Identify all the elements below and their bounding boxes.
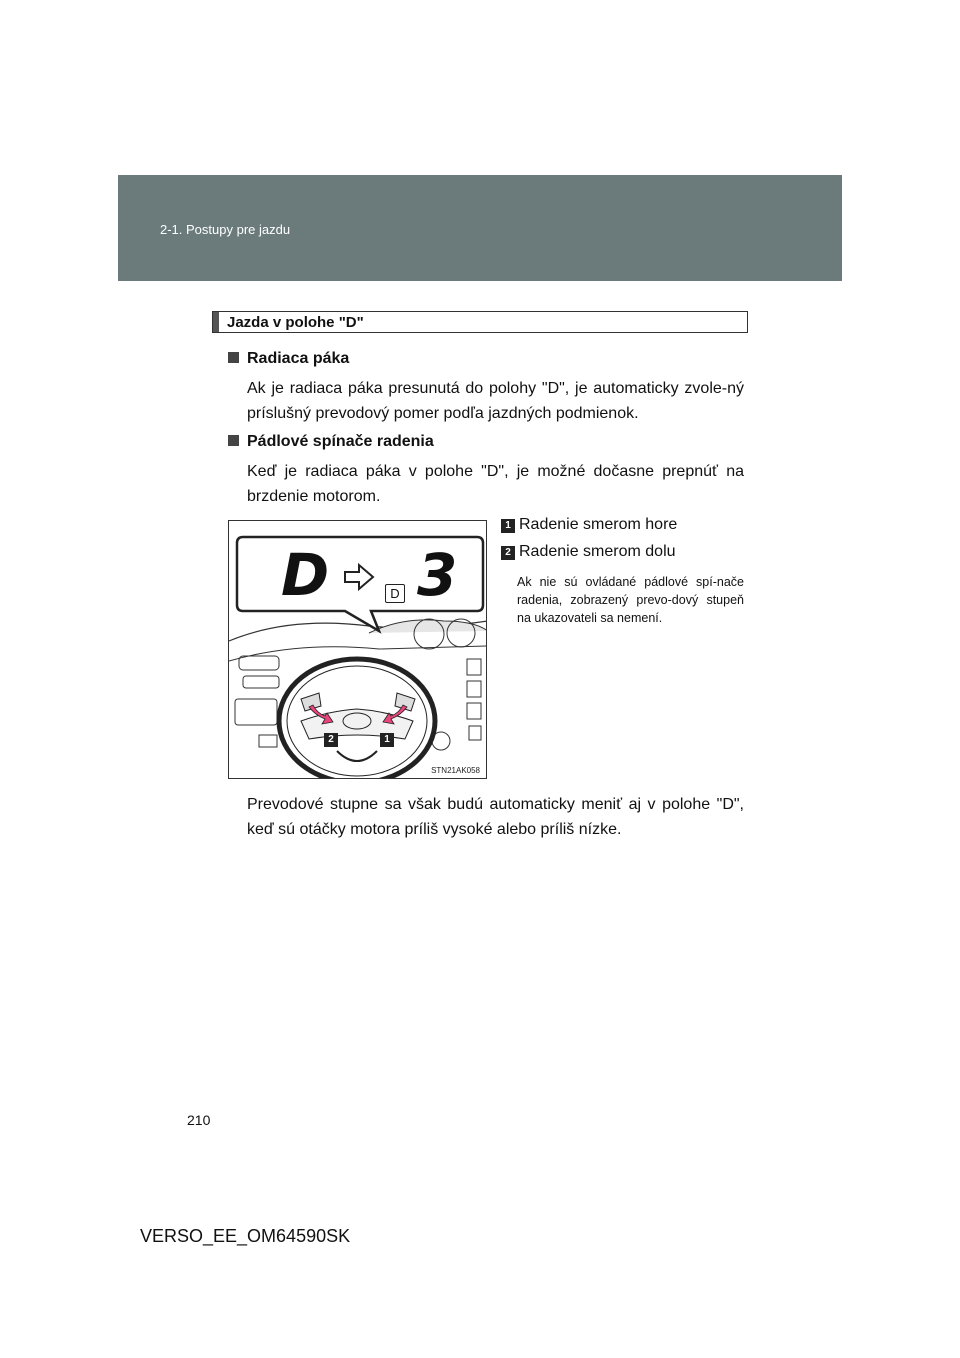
subheading-paddles [228, 433, 434, 451]
section-title-box [212, 311, 748, 333]
breadcrumb: 2-1. Postupy pre jazdu [160, 222, 291, 237]
subheading-paddles-label: Pádlové spínače radenia [247, 433, 434, 450]
callout-1: 1 [380, 733, 394, 747]
section-title-bar [213, 312, 219, 332]
square-bullet-icon [228, 352, 239, 363]
legend-label-1: Radenie smerom hore [519, 516, 678, 533]
display-digit-right: 3 [417, 541, 458, 609]
paragraph-shift-lever: Ak je radiaca páka presunutá do polohy "D", je automaticky zvole-ný príslušný prevodový pomer podľa jazdných podmienok. [247, 380, 744, 422]
note-text: Ak nie sú ovládané pádlové spí-nače radenia, zobrazený prevo-dový stupeň na ukazovateli sa nemení. [517, 575, 744, 625]
legend-number-1: 1 [501, 519, 515, 533]
page-number: 210 [187, 1112, 211, 1128]
callout-2: 2 [324, 733, 338, 747]
legend-item-2 [501, 543, 676, 561]
display-indicator-d: D [385, 584, 405, 603]
legend-label-2: Radenie smerom dolu [519, 543, 676, 560]
legend-item-1 [501, 516, 677, 534]
steering-wheel-figure [228, 520, 487, 779]
legend-number-2: 2 [501, 546, 515, 560]
square-bullet-icon [228, 435, 239, 446]
paragraph-paddles: Keď je radiaca páka v polohe "D", je možné dočasne prepnúť na brzdenie motorom. [247, 463, 744, 505]
display-digit-left: D [281, 541, 330, 609]
section-title: Jazda v polohe "D" [227, 314, 364, 331]
subheading-shift-lever-label: Radiaca páka [247, 350, 350, 367]
document-code: VERSO_EE_OM64590SK [140, 1226, 351, 1246]
closing-paragraph: Prevodové stupne sa však budú automaticky meniť aj v polohe "D", keď sú otáčky motora príliš vysoké alebo príliš nízke. [247, 796, 744, 838]
subheading-shift-lever [228, 350, 349, 368]
figure-code: STN21AK058 [431, 766, 480, 775]
